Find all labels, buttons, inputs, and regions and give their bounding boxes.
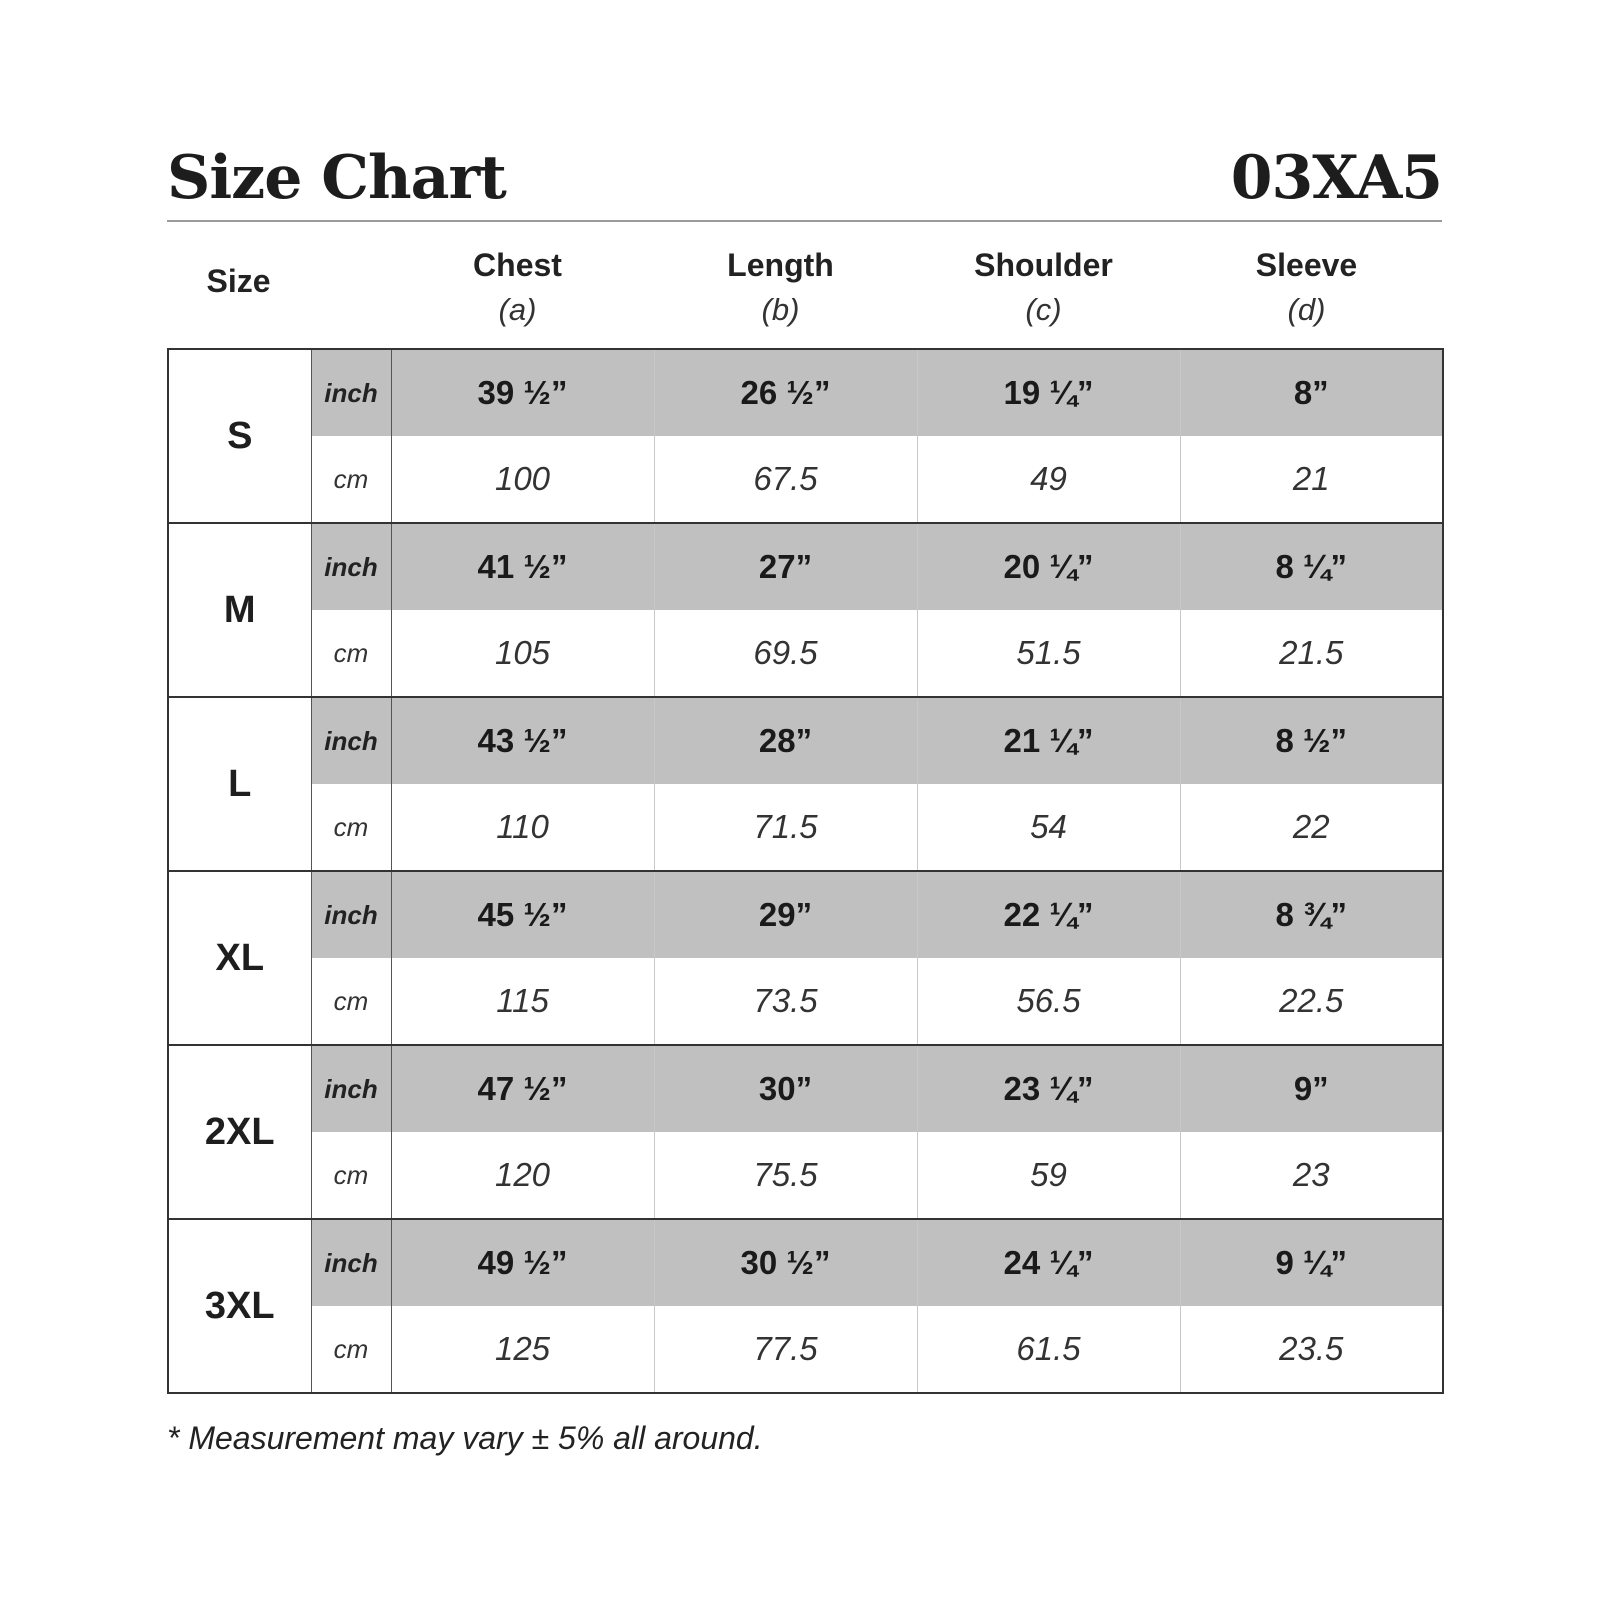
size-table-body <box>168 349 1443 1393</box>
sleeve-inch-value: 9” <box>1180 1045 1443 1132</box>
length-cm-value: 69.5 <box>654 610 917 697</box>
unit-label-cm: cm <box>311 958 391 1045</box>
sleeve-cm-value: 22.5 <box>1180 958 1443 1045</box>
shoulder-inch-value: 22 ¼” <box>917 871 1180 958</box>
size-table <box>167 348 1444 1394</box>
table-row <box>168 784 1443 871</box>
chest-inch-value: 47 ½” <box>391 1045 654 1132</box>
column-header-sleeve <box>1175 243 1438 333</box>
size-label: 3XL <box>168 1219 311 1393</box>
table-row <box>168 1219 1443 1306</box>
size-label: S <box>168 349 311 523</box>
column-header-letter: (c) <box>1025 292 1062 327</box>
unit-label-inch: inch <box>311 1219 391 1306</box>
chest-cm-value: 110 <box>391 784 654 871</box>
size-column-header: Size <box>206 263 271 299</box>
table-row <box>168 871 1443 958</box>
column-header-name: Sleeve <box>1255 247 1358 283</box>
length-inch-value: 29” <box>654 871 917 958</box>
measurement-note: * Measurement may vary ± 5% all around. <box>167 1420 763 1456</box>
chest-inch-value: 45 ½” <box>391 871 654 958</box>
length-inch-value: 27” <box>654 523 917 610</box>
length-cm-value: 67.5 <box>654 436 917 523</box>
chest-inch-value: 43 ½” <box>391 697 654 784</box>
column-header-chest <box>386 243 649 333</box>
length-cm-value: 77.5 <box>654 1306 917 1393</box>
length-inch-value: 26 ½” <box>654 349 917 436</box>
sleeve-inch-value: 8 ¼” <box>1180 523 1443 610</box>
column-headers <box>167 221 1442 348</box>
table-row <box>168 610 1443 697</box>
sleeve-cm-value: 22 <box>1180 784 1443 871</box>
chest-inch-value: 41 ½” <box>391 523 654 610</box>
unit-label-inch: inch <box>311 523 391 610</box>
shoulder-cm-value: 51.5 <box>917 610 1180 697</box>
table-row <box>168 1045 1443 1132</box>
shoulder-cm-value: 59 <box>917 1132 1180 1219</box>
unit-label-cm: cm <box>311 1306 391 1393</box>
sleeve-inch-value: 8 ¾” <box>1180 871 1443 958</box>
size-label: 2XL <box>168 1045 311 1219</box>
shoulder-inch-value: 20 ¼” <box>917 523 1180 610</box>
table-row <box>168 523 1443 610</box>
chest-cm-value: 125 <box>391 1306 654 1393</box>
chest-inch-value: 39 ½” <box>391 349 654 436</box>
column-header-name: Length <box>727 247 834 283</box>
column-header-name: Shoulder <box>974 247 1113 283</box>
shoulder-cm-value: 49 <box>917 436 1180 523</box>
size-chart-sheet <box>167 140 1442 1457</box>
column-header-letter: (d) <box>1287 292 1326 327</box>
chest-cm-value: 100 <box>391 436 654 523</box>
chest-inch-value: 49 ½” <box>391 1219 654 1306</box>
unit-label-cm: cm <box>311 436 391 523</box>
unit-label-cm: cm <box>311 1132 391 1219</box>
shoulder-inch-value: 23 ¼” <box>917 1045 1180 1132</box>
length-inch-value: 30” <box>654 1045 917 1132</box>
length-cm-value: 71.5 <box>654 784 917 871</box>
product-code: 03XA5 <box>1230 143 1442 213</box>
table-row <box>168 1306 1443 1393</box>
length-inch-value: 30 ½” <box>654 1219 917 1306</box>
shoulder-inch-value: 24 ¼” <box>917 1219 1180 1306</box>
unit-label-inch: inch <box>311 697 391 784</box>
shoulder-cm-value: 61.5 <box>917 1306 1180 1393</box>
size-label: L <box>168 697 311 871</box>
shoulder-inch-value: 21 ¼” <box>917 697 1180 784</box>
chest-cm-value: 120 <box>391 1132 654 1219</box>
sleeve-inch-value: 9 ¼” <box>1180 1219 1443 1306</box>
sleeve-inch-value: 8” <box>1180 349 1443 436</box>
size-label: M <box>168 523 311 697</box>
length-cm-value: 73.5 <box>654 958 917 1045</box>
column-header-name: Chest <box>473 247 562 283</box>
chest-cm-value: 115 <box>391 958 654 1045</box>
shoulder-inch-value: 19 ¼” <box>917 349 1180 436</box>
column-header-letter: (a) <box>498 292 537 327</box>
table-row <box>168 349 1443 436</box>
table-row <box>168 958 1443 1045</box>
table-row <box>168 436 1443 523</box>
column-header-length <box>649 243 912 333</box>
unit-label-cm: cm <box>311 610 391 697</box>
sleeve-cm-value: 23 <box>1180 1132 1443 1219</box>
shoulder-cm-value: 56.5 <box>917 958 1180 1045</box>
shoulder-cm-value: 54 <box>917 784 1180 871</box>
size-label: XL <box>168 871 311 1045</box>
chart-header <box>167 140 1442 221</box>
unit-label-inch: inch <box>311 349 391 436</box>
column-header-letter: (b) <box>761 292 800 327</box>
unit-label-cm: cm <box>311 784 391 871</box>
page-title: Size Chart <box>167 143 506 213</box>
table-row <box>168 697 1443 784</box>
table-row <box>168 1132 1443 1219</box>
length-inch-value: 28” <box>654 697 917 784</box>
chest-cm-value: 105 <box>391 610 654 697</box>
column-header-shoulder <box>912 243 1175 333</box>
sleeve-cm-value: 21 <box>1180 436 1443 523</box>
length-cm-value: 75.5 <box>654 1132 917 1219</box>
sleeve-cm-value: 23.5 <box>1180 1306 1443 1393</box>
unit-label-inch: inch <box>311 871 391 958</box>
sleeve-cm-value: 21.5 <box>1180 610 1443 697</box>
unit-label-inch: inch <box>311 1045 391 1132</box>
sleeve-inch-value: 8 ½” <box>1180 697 1443 784</box>
